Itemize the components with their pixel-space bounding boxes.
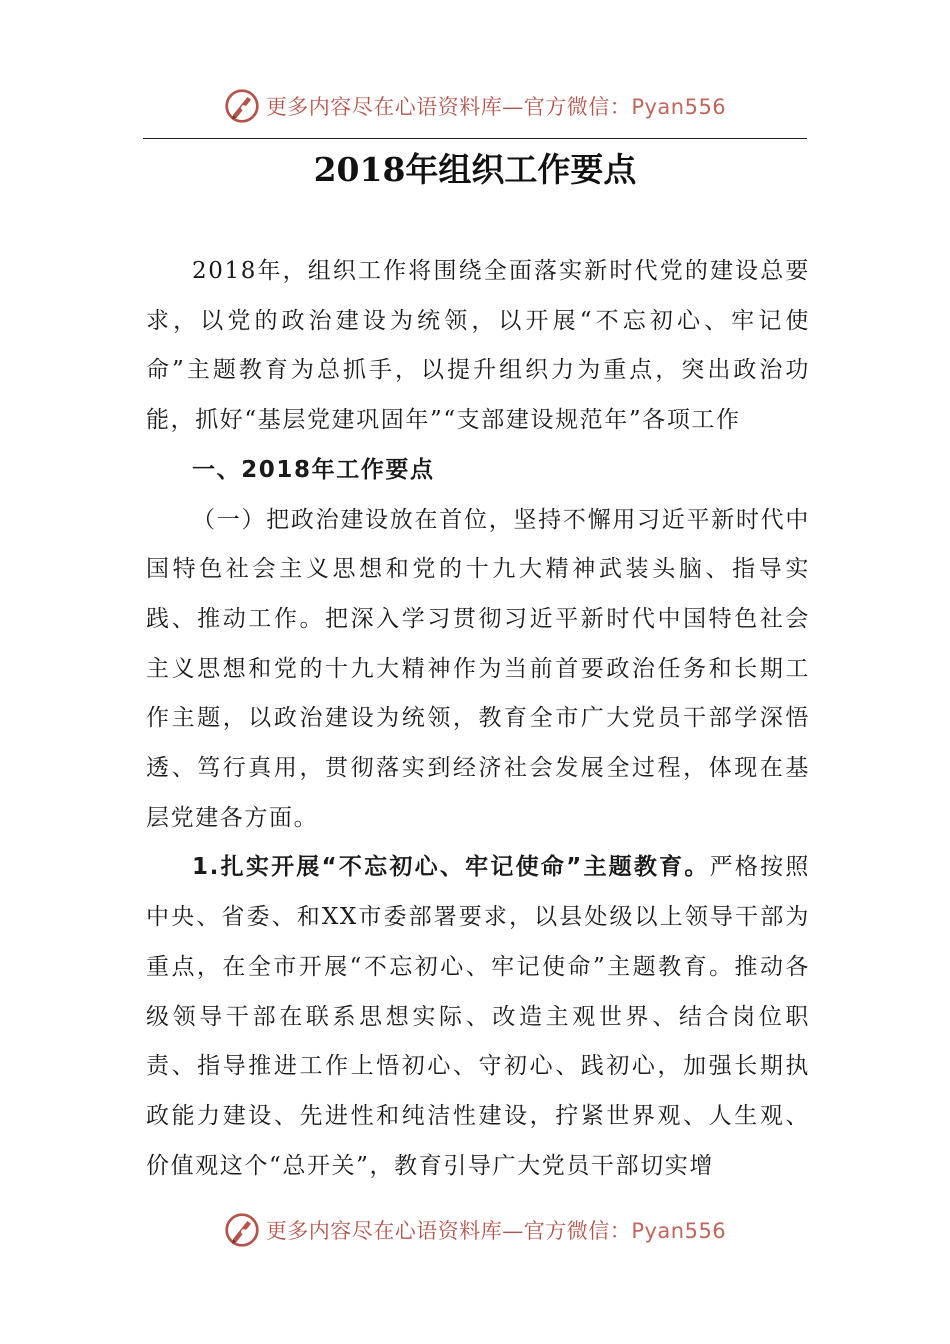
watermark-text bbox=[266, 91, 726, 121]
item-paragraph bbox=[146, 843, 810, 1191]
watermark-text-cn: 更多内容尽在心语资料库—官方微信： bbox=[265, 95, 632, 119]
item-body: 严格按照中央、省委、和XX市委部署要求，以县处级以上领导干部为重点，在全市开展“不忘初心、牢记使命”主题教育。推动各级领导干部在联系思想实际、改造主观世界、结合岗位职责、指导推进工作上悟初心、守初心、践初心，加强长期执政能力建设、先进性和纯洁性建设，拧紧世界观、人生观、价值观这个“总开关”，教育引导广大党员干部切实增 bbox=[146, 854, 810, 1179]
watermark-text bbox=[266, 1215, 726, 1245]
watermark-footer bbox=[0, 1210, 950, 1250]
watermark-wechat-id: Pyan556 bbox=[631, 1219, 727, 1243]
pen-circle-icon bbox=[224, 1212, 260, 1248]
watermark-text-cn: 更多内容尽在心语资料库—官方微信： bbox=[265, 1219, 632, 1243]
intro-paragraph: 2018年，组织工作将围绕全面落实新时代党的建设总要求，以党的政治建设为统领，以开展“不忘初心、牢记使命”主题教育为总抓手，以提升组织力为重点，突出政治功能，抓好“基层党建巩固年”“支部建设规范年”各项工作 bbox=[146, 258, 810, 434]
document-body bbox=[146, 247, 810, 1191]
watermark-wechat-id: Pyan556 bbox=[631, 95, 727, 119]
section-heading: 一、2018年工作要点 bbox=[192, 456, 435, 483]
page-title: 2018年组织工作要点 bbox=[313, 150, 637, 189]
watermark-header bbox=[0, 86, 950, 126]
pen-circle-icon bbox=[224, 88, 260, 124]
header-divider bbox=[143, 138, 807, 139]
item-lead: 1.扎实开展“不忘初心、牢记使命”主题教育。 bbox=[192, 854, 710, 881]
subsection-paragraph: （一）把政治建设放在首位，坚持不懈用习近平新时代中国特色社会主义思想和党的十九大精神武装头脑、指导实践、推动工作。把深入学习贯彻习近平新时代中国特色社会主义思想和党的十九大精神作为当前首要政治任务和长期工作主题，以政治建设为统领，教育全市广大党员干部学深悟透、笃行真用，贯彻落实到经济社会发展全过程，体现在基层党建各方面。 bbox=[146, 506, 810, 831]
